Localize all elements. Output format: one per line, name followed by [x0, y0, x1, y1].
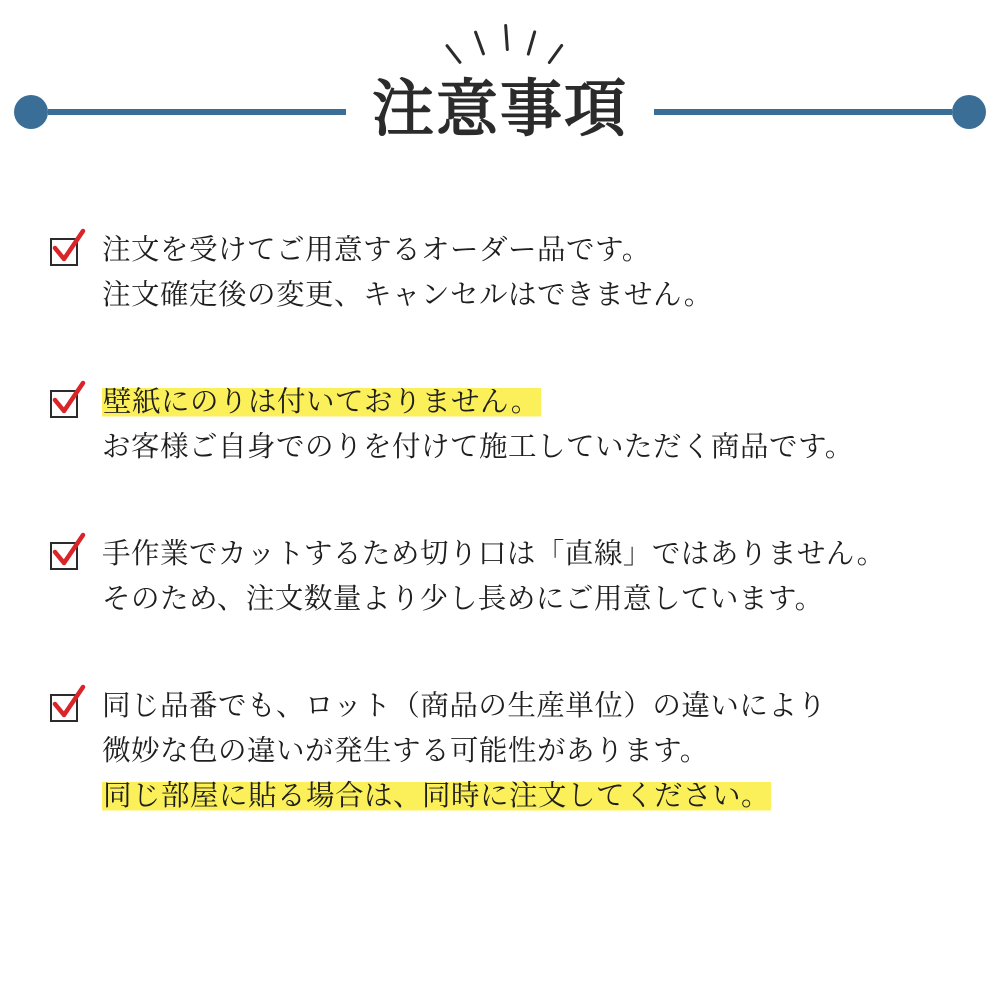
note-text-block	[102, 684, 960, 819]
list-item	[48, 228, 960, 318]
note-line: 注文を受けてご用意するオーダー品です。	[102, 234, 651, 266]
checkbox-checked-icon	[48, 690, 84, 726]
rule-line-right	[654, 109, 952, 115]
checkbox-checked-icon	[48, 538, 84, 574]
note-text-block	[102, 228, 960, 318]
list-item	[48, 684, 960, 819]
note-line: 注文確定後の変更、キャンセルはできません。	[102, 279, 713, 312]
note-text-block	[102, 380, 960, 470]
sparkle-burst-icon	[0, 14, 1000, 70]
note-line	[102, 380, 960, 425]
note-line: 同じ品番でも、ロット（商品の生産単位）の違いにより	[102, 690, 827, 723]
note-line: 微妙な色の違いが発生する可能性があります。	[102, 735, 709, 768]
checkbox-checked-icon	[48, 386, 84, 422]
note-line	[102, 774, 960, 819]
list-item	[48, 532, 960, 622]
note-line: そのため、注文数量より少し長めにご用意しています。	[102, 583, 824, 616]
rule-line-left	[48, 109, 346, 115]
rule-dot-right	[952, 95, 986, 129]
note-text-block	[102, 532, 960, 622]
page-title: 注意事項	[372, 75, 629, 144]
title-rule-row	[0, 75, 1000, 144]
notice-list	[48, 228, 960, 819]
rule-dot-left	[14, 95, 48, 129]
checkbox-checked-icon	[48, 234, 84, 270]
page-header	[0, 0, 1000, 200]
highlighted-text: 壁紙にのりは付いておりません。	[103, 386, 540, 419]
note-line: お客様ご自身でのりを付けて施工していただく商品です。	[102, 431, 854, 464]
note-line: 手作業でカットするため切り口は「直線」ではありません。	[102, 538, 886, 571]
highlighted-text: 同じ部屋に貼る場合は、同時に注文してください。	[103, 780, 771, 813]
list-item	[48, 380, 960, 470]
